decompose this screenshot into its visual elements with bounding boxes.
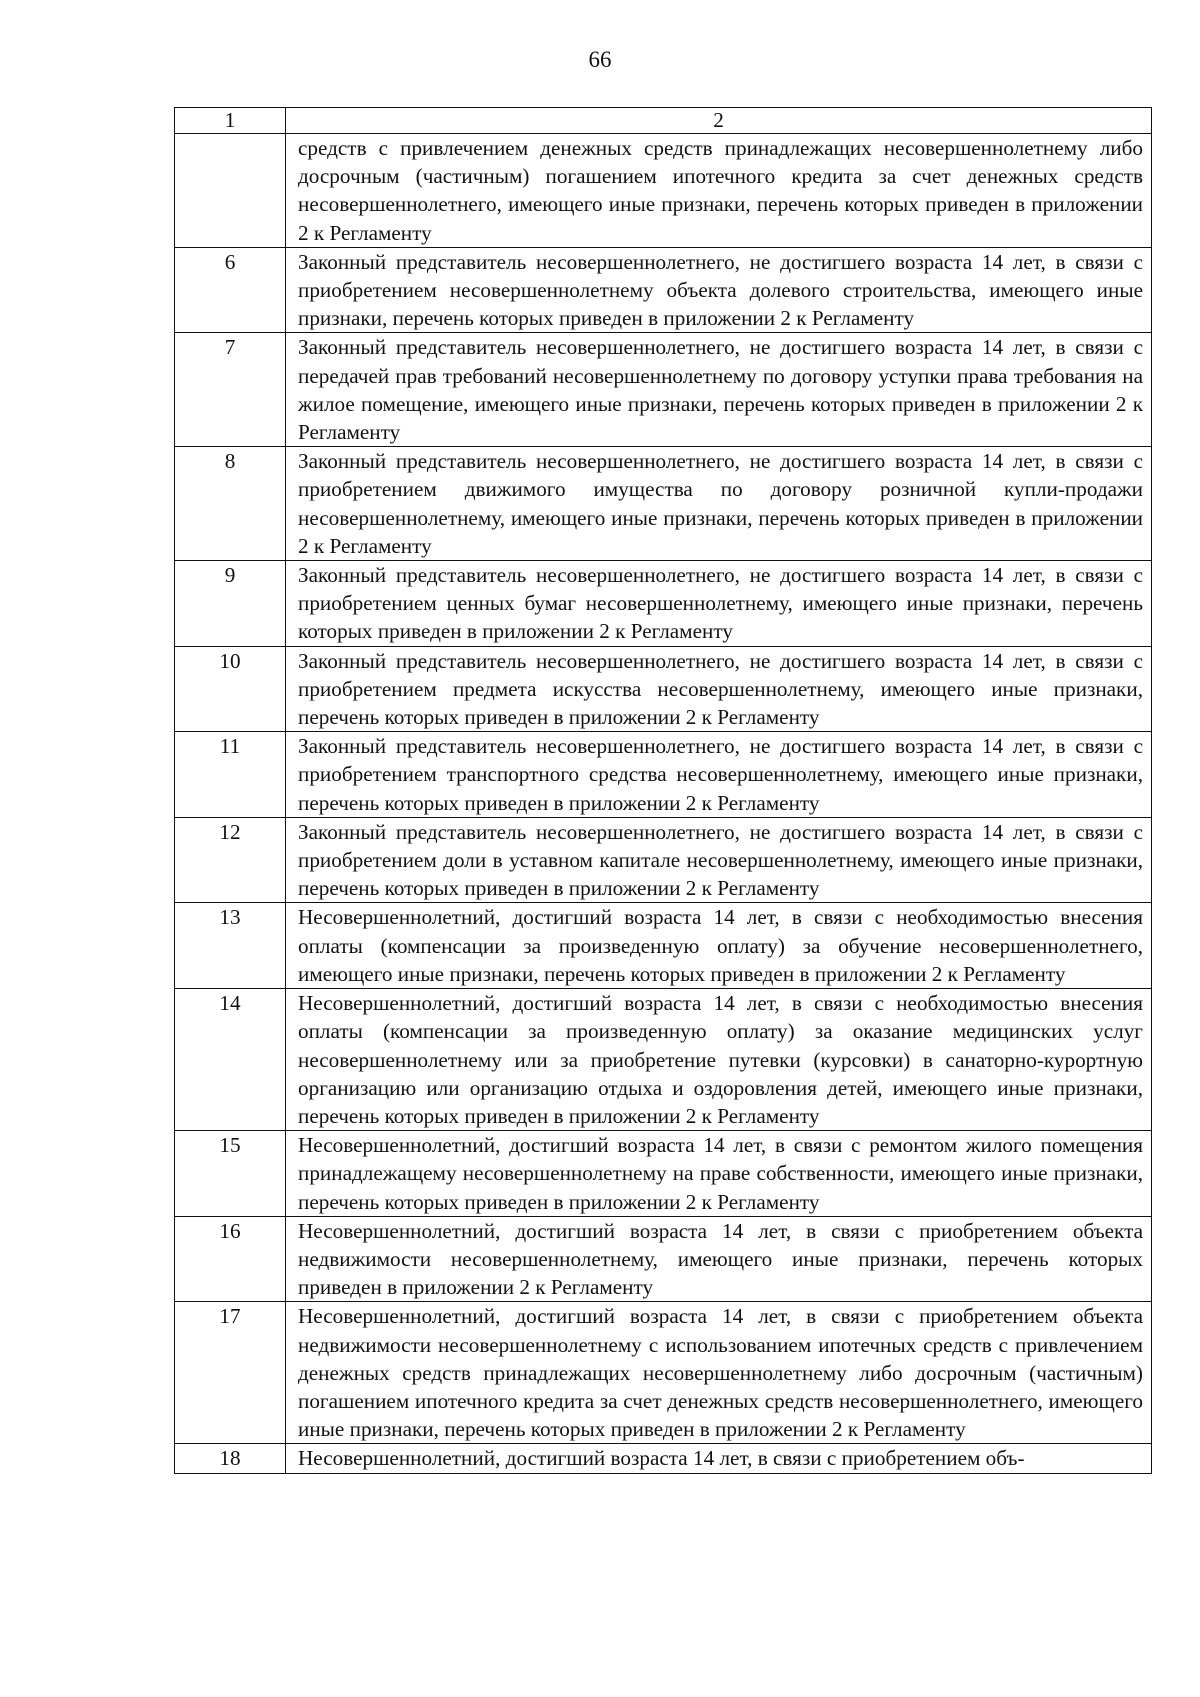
row-text: средств с привлечением денежных средств принадлежащих несовершеннолетнему либо досрочным (частичным) погашением ипотечного кредита за счет денежных средств несовершеннолетнего, имеющего иные признаки, перечень которых приведен в приложении 2 к Регламенту xyxy=(286,134,1152,248)
row-number: 6 xyxy=(175,247,286,333)
row-text: Несовершеннолетний, достигший возраста 14 лет, в связи с приобретением объекта недвижимости несовершеннолетнему с использованием ипотечных средств с привлечением денежных средств принадлежащих несовершеннолетнему либо досрочным (частичным) погашением ипотечного кредита за счет денежных средств несовершеннолетнего, имеющего иные признаки, перечень которых приведен в приложении 2 к Регламенту xyxy=(286,1302,1152,1444)
table-row xyxy=(175,989,1152,1131)
table-row xyxy=(175,817,1152,903)
row-number: 15 xyxy=(175,1131,286,1217)
row-number: 13 xyxy=(175,903,286,989)
table-row xyxy=(175,1444,1152,1473)
row-text: Законный представитель несовершеннолетнего, не достигшего возраста 14 лет, в связи с приобретением движимого имущества по договору розничной купли-продажи несовершеннолетнему, имеющего иные признаки, перечень которых приведен в приложении 2 к Регламенту xyxy=(286,447,1152,561)
table-row xyxy=(175,561,1152,647)
table-row xyxy=(175,903,1152,989)
table-row xyxy=(175,1302,1152,1444)
row-number: 10 xyxy=(175,646,286,732)
regulation-table xyxy=(174,107,1152,1474)
row-number: 7 xyxy=(175,333,286,447)
row-text: Законный представитель несовершеннолетнего, не достигшего возраста 14 лет, в связи с приобретением ценных бумаг несовершеннолетнему, имеющего иные признаки, перечень которых приведен в приложении 2 к Регламенту xyxy=(286,561,1152,647)
row-number: 9 xyxy=(175,561,286,647)
row-text: Несовершеннолетний, достигший возраста 14 лет, в связи с необходимостью внесения оплаты (компенсации за произведенную оплату) за оказание медицинских услуг несовершеннолетнему или за приобретение путевки (курсовки) в санаторно-курортную организацию или организацию отдыха и оздоровления детей, имеющего иные признаки, перечень которых приведен в приложении 2 к Регламенту xyxy=(286,989,1152,1131)
column-header-1: 1 xyxy=(175,108,286,134)
row-number: 11 xyxy=(175,732,286,818)
table-row xyxy=(175,333,1152,447)
row-number: 8 xyxy=(175,447,286,561)
row-text: Несовершеннолетний, достигший возраста 14 лет, в связи с необходимостью внесения оплаты (компенсации за произведенную оплату) за обучение несовершеннолетнего, имеющего иные признаки, перечень которых приведен в приложении 2 к Регламенту xyxy=(286,903,1152,989)
table-row xyxy=(175,247,1152,333)
row-text: Законный представитель несовершеннолетнего, не достигшего возраста 14 лет, в связи с приобретением доли в уставном капитале несовершеннолетнему, имеющего иные признаки, перечень которых приведен в приложении 2 к Регламенту xyxy=(286,817,1152,903)
row-number: 14 xyxy=(175,989,286,1131)
table-header-row xyxy=(175,108,1152,134)
row-number: 18 xyxy=(175,1444,286,1473)
row-text: Несовершеннолетний, достигший возраста 14 лет, в связи с приобретением объ- xyxy=(286,1444,1152,1473)
row-text: Несовершеннолетний, достигший возраста 14 лет, в связи с приобретением объекта недвижимости несовершеннолетнему, имеющего иные признаки, перечень которых приведен в приложении 2 к Регламенту xyxy=(286,1216,1152,1302)
row-text: Законный представитель несовершеннолетнего, не достигшего возраста 14 лет, в связи с приобретением транспортного средства несовершеннолетнему, имеющего иные признаки, перечень которых приведен в приложении 2 к Регламенту xyxy=(286,732,1152,818)
row-number: 16 xyxy=(175,1216,286,1302)
row-text: Законный представитель несовершеннолетнего, не достигшего возраста 14 лет, в связи с передачей прав требований несовершеннолетнему по договору уступки права требования на жилое помещение, имеющего иные признаки, перечень которых приведен в приложении 2 к Регламенту xyxy=(286,333,1152,447)
row-number: 17 xyxy=(175,1302,286,1444)
table-row xyxy=(175,1216,1152,1302)
table-row xyxy=(175,646,1152,732)
table-row xyxy=(175,134,1152,248)
table-row xyxy=(175,1131,1152,1217)
row-number: 12 xyxy=(175,817,286,903)
row-text: Законный представитель несовершеннолетнего, не достигшего возраста 14 лет, в связи с приобретением несовершеннолетнему объекта долевого строительства, имеющего иные признаки, перечень которых приведен в приложении 2 к Регламенту xyxy=(286,247,1152,333)
row-text: Законный представитель несовершеннолетнего, не достигшего возраста 14 лет, в связи с приобретением предмета искусства несовершеннолетнему, имеющего иные признаки, перечень которых приведен в приложении 2 к Регламенту xyxy=(286,646,1152,732)
row-text: Несовершеннолетний, достигший возраста 14 лет, в связи с ремонтом жилого помещения принадлежащему несовершеннолетнему на праве собственности, имеющего иные признаки, перечень которых приведен в приложении 2 к Регламенту xyxy=(286,1131,1152,1217)
column-header-2: 2 xyxy=(286,108,1152,134)
table-row xyxy=(175,732,1152,818)
table-row xyxy=(175,447,1152,561)
row-number xyxy=(175,134,286,248)
page-number: 66 xyxy=(588,47,612,72)
